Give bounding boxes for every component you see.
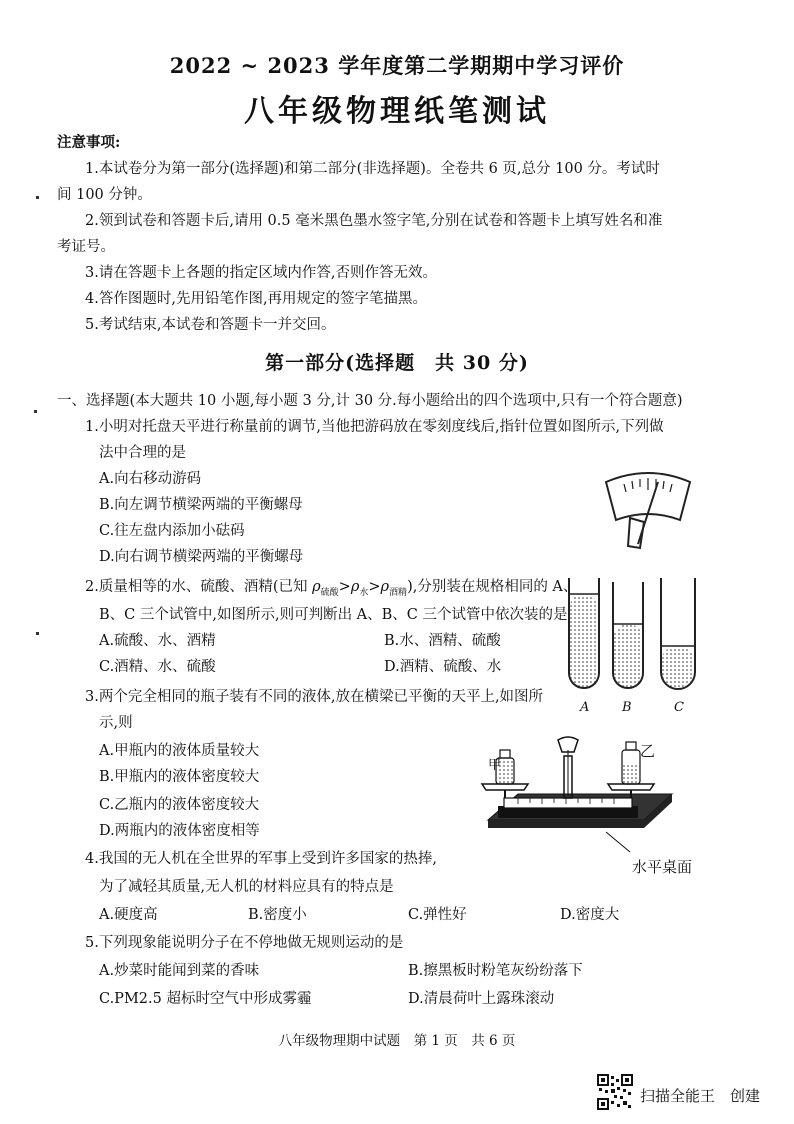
- note-2-line2: 考证号。: [57, 239, 115, 255]
- q5-option-b: B.擦黑板时粉笔灰纷纷落下: [408, 963, 583, 979]
- gt-symbol-2: >: [368, 579, 381, 595]
- section-instruction: 一、选择题(本大题共 10 小题,每小题 3 分,计 30 分.每小题给出的四个选项中,只有一个符合题意): [57, 393, 683, 409]
- q2-option-d: D.酒精、硫酸、水: [384, 659, 502, 675]
- tube-c: [661, 578, 695, 689]
- note-5: 5.考试结束,本试卷和答题卡一并交回。: [85, 317, 336, 333]
- note-1-line2: 间 100 分钟。: [57, 187, 152, 203]
- q5-option-a: A.炒菜时能闻到菜的香味: [99, 963, 260, 979]
- rho-symbol-1: ρ: [312, 579, 321, 595]
- scan-mark: [34, 410, 37, 413]
- q3-stem-line1: 3.两个完全相同的瓶子装有不同的液体,放在横梁已平衡的天平上,如图所: [85, 689, 544, 705]
- q2-option-a: A.硫酸、水、酒精: [99, 633, 216, 649]
- qr-code-icon: [597, 1074, 633, 1110]
- q3-option-d: D.两瓶内的液体密度相等: [99, 823, 260, 839]
- rho-sub-alcohol: 酒精: [389, 587, 408, 598]
- gt-symbol-1: >: [338, 579, 351, 595]
- q2-stem-line2: B、C 三个试管中,如图所示,则可判断出 A、B、C 三个试管中依次装的是: [99, 607, 568, 623]
- tube-label-b: B: [622, 700, 632, 715]
- note-1-line1: 1.本试卷分为第一部分(选择题)和第二部分(非选择题)。全卷共 6 页,总分 100 分。考试时: [85, 161, 660, 177]
- q4-stem-line2: 为了减轻其质量,无人机的材料应具有的特点是: [99, 879, 394, 895]
- q1-option-b: B.向左调节横梁两端的平衡螺母: [99, 497, 303, 513]
- q2-stem-pre: 2.质量相等的水、硫酸、酒精(已知: [85, 579, 313, 595]
- tube-label-a: A: [580, 700, 590, 715]
- section-title: 第一部分(选择题 共 30 分): [265, 352, 529, 374]
- q5-stem: 5.下列现象能说明分子在不停地做无规则运动的是: [85, 935, 404, 951]
- rho-sub-sulfuric: 硫酸: [320, 587, 339, 598]
- q1-stem-line2: 法中合理的是: [99, 445, 186, 461]
- notes-heading: 注意事项:: [57, 134, 121, 151]
- table-leader-line: [604, 830, 634, 854]
- q3-option-c: C.乙瓶内的液体密度较大: [99, 797, 260, 813]
- q3-option-a: A.甲瓶内的液体质量较大: [99, 743, 260, 759]
- table-label: 水平桌面: [632, 858, 693, 876]
- balance-pointer-figure: [598, 462, 698, 552]
- page-footer: 八年级物理期中试题 第 1 页 共 6 页: [278, 1033, 516, 1049]
- rho-symbol-2: ρ: [350, 579, 360, 595]
- exam-subject-title: 八年级物理纸笔测试: [244, 94, 550, 129]
- q2-stem-line1: [85, 578, 577, 602]
- tube-a: [569, 578, 599, 688]
- q4-option-d: D.密度大: [560, 907, 620, 923]
- q5-option-d: D.清晨荷叶上露珠滚动: [408, 991, 555, 1007]
- rho-symbol-3: ρ: [380, 579, 390, 595]
- scan-mark: [36, 196, 39, 199]
- exam-term-title: 2022 ~ 2023 学年度第二学期期中学习评价: [169, 53, 625, 78]
- q1-option-a: A.向右移动游码: [99, 471, 202, 487]
- q5-option-c: C.PM2.5 超标时空气中形成雾霾: [99, 991, 312, 1007]
- q4-option-c: C.弹性好: [408, 907, 467, 923]
- test-tubes-figure: [565, 576, 705, 700]
- rho-sub-water: 水: [359, 587, 369, 598]
- q1-option-d: D.向右调节横梁两端的平衡螺母: [99, 549, 304, 565]
- bottle-label-yi: 乙: [640, 742, 656, 760]
- q1-stem-line1: 1.小明对托盘天平进行称量前的调节,当他把游码放在零刻度线后,指针位置如图所示,下列做: [85, 419, 664, 435]
- bottle-label-jia: 甲: [488, 758, 502, 773]
- q2-option-b: B.水、酒精、硫酸: [384, 633, 501, 649]
- tube-b: [613, 582, 643, 688]
- scanner-watermark: 扫描全能王 创建: [640, 1087, 761, 1105]
- note-2-line1: 2.领到试卷和答题卡后,请用 0.5 毫米黑色墨水签字笔,分别在试卷和答题卡上填写姓名和准: [85, 213, 663, 229]
- q1-option-c: C.往左盘内添加小砝码: [99, 523, 245, 539]
- q3-stem-line2: 示,则: [99, 715, 133, 731]
- tube-label-c: C: [674, 700, 684, 715]
- scan-mark: [36, 632, 39, 635]
- note-3: 3.请在答题卡上各题的指定区域内作答,否则作答无效。: [85, 265, 437, 281]
- q4-option-b: B.密度小: [248, 907, 307, 923]
- q4-stem-line1: 4.我国的无人机在全世界的军事上受到许多国家的热捧,: [85, 851, 437, 867]
- q2-option-c: C.酒精、水、硫酸: [99, 659, 216, 675]
- q3-option-b: B.甲瓶内的液体密度较大: [99, 769, 260, 785]
- q2-stem-post: ),分别装在规格相同的 A、: [407, 579, 578, 595]
- note-4: 4.答作图题时,先用铅笔作图,再用规定的签字笔描黑。: [85, 291, 428, 307]
- q4-option-a: A.硬度高: [99, 907, 158, 923]
